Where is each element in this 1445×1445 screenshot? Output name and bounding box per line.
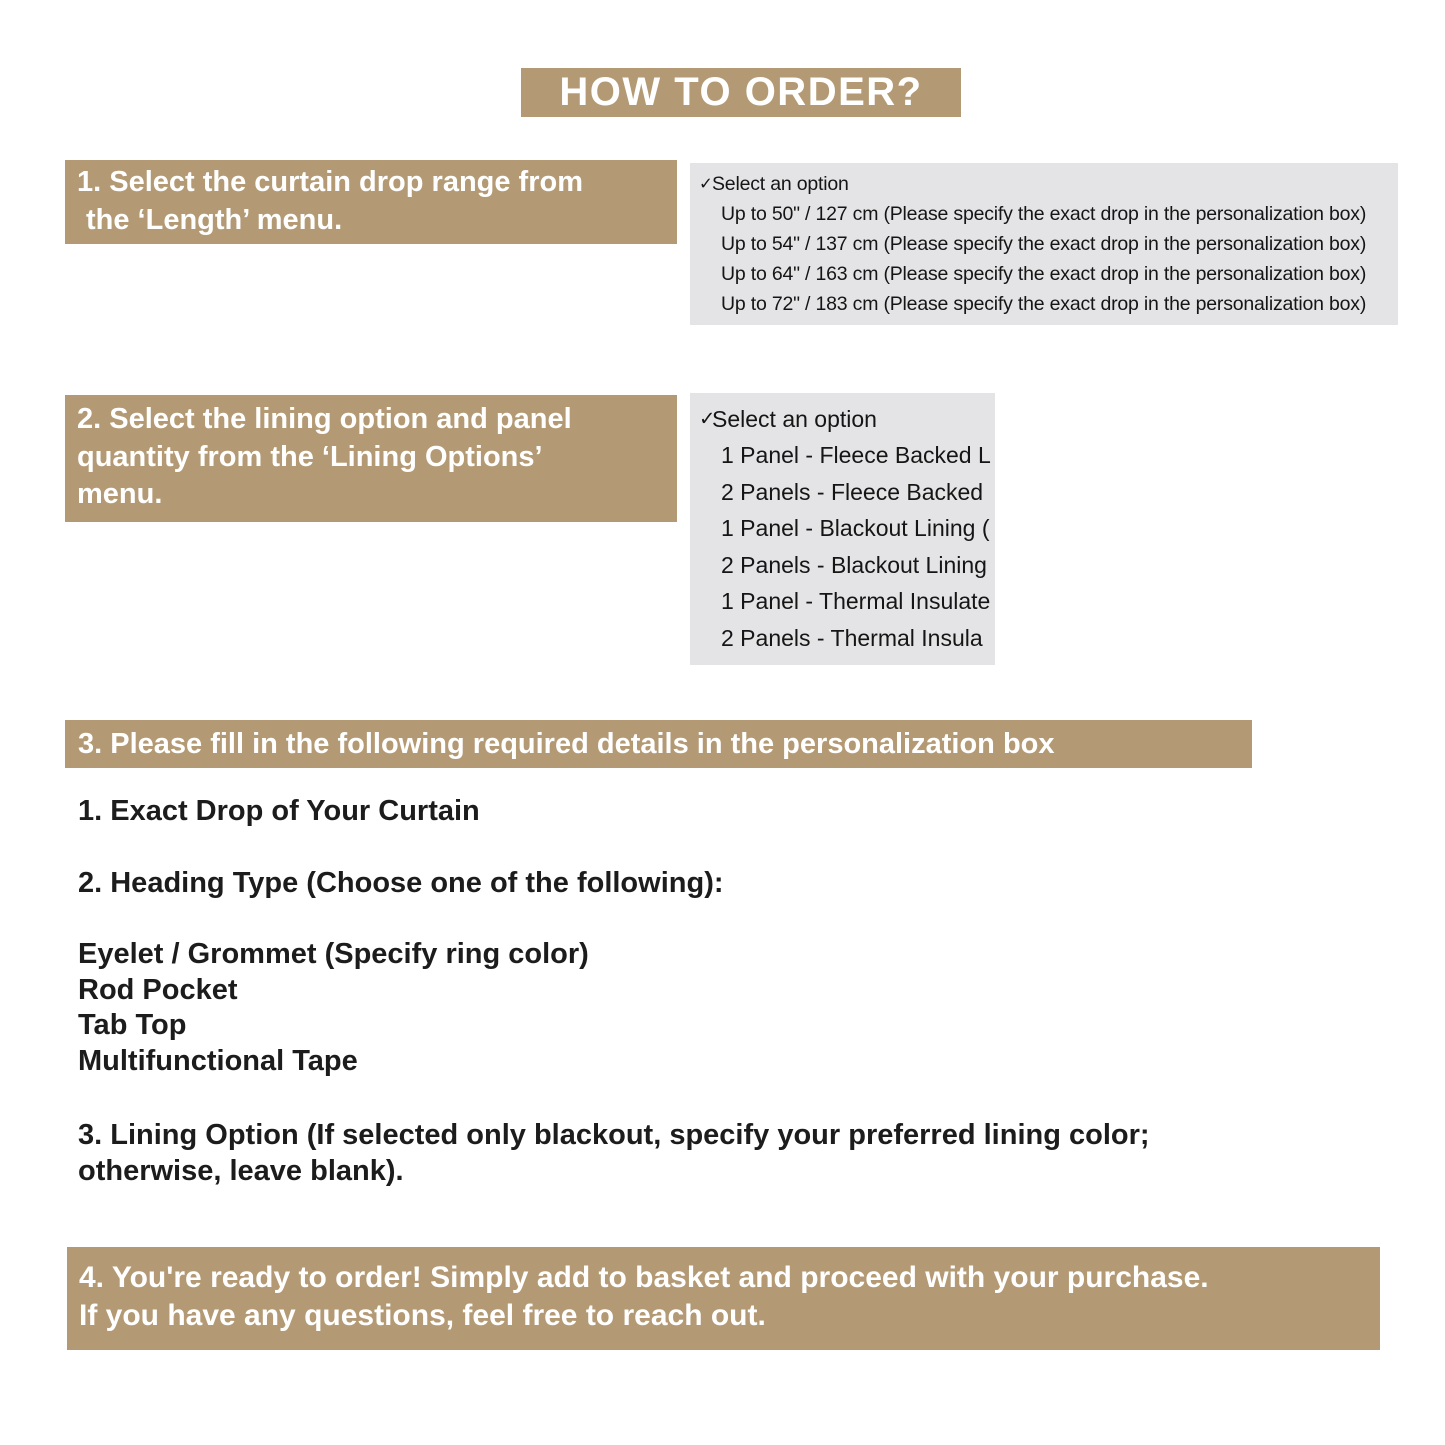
step2-instruction	[65, 395, 677, 522]
page-title: HOW TO ORDER?	[559, 70, 923, 114]
lining-option-1panel-fleece[interactable]	[690, 438, 995, 475]
lining-option-label: 1 Panel - Fleece Backed L	[721, 442, 991, 469]
heading-options-list	[78, 937, 589, 1080]
lining-option-label: 1 Panel - Thermal Insulate	[721, 588, 991, 615]
step1-instruction	[65, 160, 677, 244]
step4-instruction	[67, 1247, 1380, 1350]
step3-label: 3. Please fill in the following required details in the personalization box	[78, 727, 1055, 760]
checkmark-icon: ✓	[699, 408, 716, 431]
detail-item-exact-drop: 1. Exact Drop of Your Curtain	[78, 795, 480, 827]
step1-line-2: the ‘Length’ menu.	[86, 203, 343, 236]
lining-option-1panel-blackout[interactable]	[690, 511, 995, 548]
length-option-64[interactable]	[690, 259, 1398, 289]
lining-selected-label: Select an option	[712, 405, 877, 432]
heading-option-multifunctional-tape: Multifunctional Tape	[78, 1045, 358, 1078]
detail-item-lining-option	[78, 1117, 1150, 1189]
length-option-72[interactable]	[690, 289, 1398, 319]
step2-line-3: menu.	[77, 478, 163, 510]
lining-option-2panels-fleece[interactable]	[690, 474, 995, 511]
step1-line-1: 1. Select the curtain drop range from	[77, 166, 583, 198]
length-selected-label: Select an option	[712, 172, 849, 195]
step3-instruction	[65, 720, 1252, 768]
lining-option-label: 2 Panels - Thermal Insula	[721, 624, 983, 651]
length-dropdown[interactable]	[690, 163, 1398, 325]
heading-option-rod-pocket: Rod Pocket	[78, 973, 238, 1006]
lining-detail-line-2: otherwise, leave blank).	[78, 1155, 404, 1187]
step4-line-1: 4. You're ready to order! Simply add to basket and proceed with your purchase.	[79, 1261, 1209, 1294]
lining-option-label: 2 Panels - Fleece Backed	[721, 478, 984, 505]
lining-option-label: 1 Panel - Blackout Lining (	[721, 515, 990, 542]
title-banner	[521, 68, 961, 117]
lining-detail-line-1: 3. Lining Option (If selected only blackout, specify your preferred lining color;	[78, 1119, 1150, 1151]
step4-line-2: If you have any questions, feel free to reach out.	[79, 1299, 766, 1332]
step2-line-2: quantity from the ‘Lining Options’	[77, 440, 543, 473]
checkmark-icon: ✓	[699, 174, 713, 193]
lining-dropdown[interactable]	[690, 393, 995, 665]
heading-option-tab-top: Tab Top	[78, 1009, 187, 1042]
heading-option-eyelet: Eyelet / Grommet (Specify ring color)	[78, 938, 589, 970]
length-option-label: Up to 72" / 183 cm (Please specify the exact drop in the personalization box)	[721, 292, 1367, 315]
length-selected-option[interactable]	[690, 169, 1398, 199]
lining-option-label: 2 Panels - Blackout Lining	[721, 551, 987, 578]
length-option-label: Up to 50" / 127 cm (Please specify the exact drop in the personalization box)	[721, 202, 1367, 225]
lining-option-2panels-thermal[interactable]	[690, 620, 995, 657]
length-option-50[interactable]	[690, 199, 1398, 229]
step2-line-1: 2. Select the lining option and panel	[77, 403, 572, 435]
length-option-label: Up to 64" / 163 cm (Please specify the exact drop in the personalization box)	[721, 262, 1367, 285]
length-option-label: Up to 54" / 137 cm (Please specify the exact drop in the personalization box)	[721, 232, 1367, 255]
lining-option-2panels-blackout[interactable]	[690, 547, 995, 584]
detail-item-heading-type: 2. Heading Type (Choose one of the following):	[78, 867, 724, 899]
length-option-54[interactable]	[690, 229, 1398, 259]
lining-option-1panel-thermal[interactable]	[690, 584, 995, 621]
lining-selected-option[interactable]	[690, 401, 995, 438]
